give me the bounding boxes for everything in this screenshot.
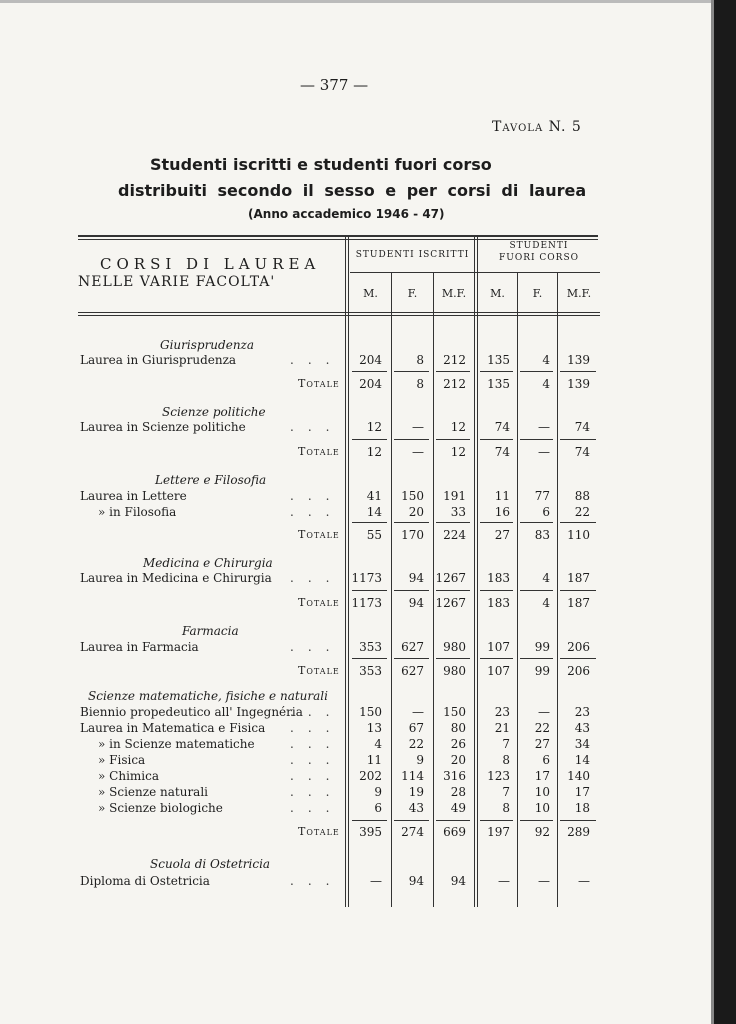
subtotal-rule [436,371,470,372]
table-cell: — [538,874,550,888]
leader-dots: ... [290,769,344,783]
table-cell: 187 [567,571,590,585]
table-cell: — [370,874,382,888]
table-cell: 627 [401,640,424,654]
subtotal-rule [560,439,596,440]
leader-dots: ... [290,640,344,654]
total-label: Totale [298,377,340,390]
table-cell: 99 [534,640,550,654]
total-label: Totale [298,528,340,541]
total-cell: 110 [567,528,590,542]
table-cell: 191 [443,489,466,503]
course-label: » in Filosofia [98,505,177,519]
table-cell: 123 [487,769,510,783]
table-cell: 49 [450,801,466,815]
table-cell: 212 [443,353,466,367]
leader-dots: ... [290,721,344,735]
table-cell: — [412,420,424,434]
leader-dots: ... [290,505,344,519]
faculty-heading: Scuola di Ostetricia [150,857,271,871]
table-cell: 88 [574,489,590,503]
table-cell: 80 [450,721,466,735]
course-label: » Scienze naturali [98,785,209,799]
table-cell: 202 [359,769,382,783]
header-bottom-rule-2 [78,315,600,316]
leader-dots: ... [290,420,344,434]
table-cell: 150 [401,489,424,503]
table-cell: 206 [567,640,590,654]
table-cell: 140 [567,769,590,783]
subtotal-rule [436,439,470,440]
table-cell: 4 [542,571,550,585]
total-cell: 4 [542,377,550,391]
subtotal-rule [480,590,513,591]
total-cell: 1173 [351,596,382,610]
table-cell: 26 [450,737,466,751]
table-cell: 22 [534,721,550,735]
column-divider [348,235,349,907]
total-label: Totale [298,664,340,677]
leader-dots: ... [290,801,344,815]
subtotal-rule [436,522,470,523]
subtotal-rule [560,658,596,659]
course-label: Laurea in Lettere [80,489,187,503]
total-cell: 395 [359,825,382,839]
leader-dots: ... [290,785,344,799]
subtotal-rule [480,658,513,659]
table-cell: — [412,705,424,719]
table-cell: 22 [574,505,590,519]
subtotal-rule [394,820,429,821]
header-group-iscritti: STUDENTI ISCRITTI [355,250,470,260]
header-corsi-line1: CORSI DI LAUREA [100,255,321,273]
subtotal-rule [436,590,470,591]
column-header: M. [363,287,378,300]
subtotal-rule [352,658,387,659]
table-cell: 1173 [351,571,382,585]
table-cell: 20 [408,505,424,519]
faculty-heading: Scienze politiche [162,405,266,419]
total-cell: 27 [494,528,510,542]
header-group-fuori-corso-2: FUORI CORSO [499,253,579,263]
subtotal-rule [520,658,553,659]
total-label: Totale [298,825,340,838]
total-cell: 212 [443,377,466,391]
total-cell: 274 [401,825,424,839]
table-top-rule-thin [78,239,598,240]
table-cell: 150 [359,705,382,719]
subtotal-rule [436,658,470,659]
total-cell: 197 [487,825,510,839]
table-cell: 77 [534,489,550,503]
table-cell: 41 [366,489,382,503]
course-label: Laurea in Giurisprudenza [80,353,237,367]
table-cell: 21 [494,721,510,735]
column-header: M.F. [566,287,592,300]
table-cell: 139 [567,353,590,367]
table-cell: 1267 [435,571,466,585]
table-cell: 14 [366,505,382,519]
leader-dots: ... [290,737,344,751]
faculty-heading: Lettere e Filosofia [155,473,267,487]
table-cell: 353 [359,640,382,654]
table-cell: 12 [450,420,466,434]
total-label: Totale [298,596,340,609]
leader-dots: ... [290,571,344,585]
table-cell: 11 [494,489,510,503]
total-cell: 74 [574,445,590,459]
table-cell: 17 [534,769,550,783]
table-cell: 4 [542,353,550,367]
scan-binding-edge [714,0,736,1024]
subtotal-rule [520,522,553,523]
table-cell: 183 [487,571,510,585]
header-group-fuori-corso-1: STUDENTI [509,241,569,251]
leader-dots: ... [290,874,344,888]
column-header: M. [490,287,505,300]
table-cell: 18 [574,801,590,815]
table-cell: 94 [408,874,424,888]
total-cell: 353 [359,664,382,678]
subtotal-rule [560,820,596,821]
table-cell: — [578,874,590,888]
course-label: Laurea in Farmacia [80,640,199,654]
table-cell: 14 [574,753,590,767]
course-label: » Chimica [98,769,159,783]
column-header: M.F. [441,287,467,300]
table-cell: 23 [574,705,590,719]
table-cell: 74 [574,420,590,434]
scan-top-edge [0,0,736,3]
total-cell: 627 [401,664,424,678]
subtotal-rule [520,439,553,440]
subtotal-rule [352,590,387,591]
subtotal-rule [352,371,387,372]
leader-dots: ... [290,705,344,719]
table-cell: 6 [542,753,550,767]
subtotal-rule [520,590,553,591]
faculty-heading: Farmacia [182,624,239,638]
total-cell: 980 [443,664,466,678]
table-cell: 20 [450,753,466,767]
course-label: » Scienze biologiche [98,801,223,815]
total-cell: 204 [359,377,382,391]
subtotal-rule [436,820,470,821]
table-cell: 316 [443,769,466,783]
table-label: Tavola N. 5 [492,119,582,135]
title-line-1: Studenti iscritti e studenti fuori corso [150,155,492,174]
total-cell: 107 [487,664,510,678]
total-cell: 99 [534,664,550,678]
table-cell: 11 [366,753,382,767]
total-cell: 669 [443,825,466,839]
table-cell: 107 [487,640,510,654]
table-cell: 7 [502,737,510,751]
table-cell: — [498,874,510,888]
total-cell: 12 [450,445,466,459]
subtotal-rule [480,371,513,372]
table-top-rule [78,235,598,237]
column-header: F. [407,287,418,300]
table-cell: 150 [443,705,466,719]
total-cell: 170 [401,528,424,542]
page-number: — 377 — [300,76,369,94]
table-cell: 43 [574,721,590,735]
total-cell: 289 [567,825,590,839]
subtotal-rule [352,522,387,523]
total-cell: 55 [366,528,382,542]
table-cell: 980 [443,640,466,654]
subtotal-rule [480,820,513,821]
subtotal-rule [480,439,513,440]
title-line-2: distribuiti secondo il sesso e per corsi di laurea [118,181,587,200]
column-divider [474,235,475,907]
table-cell: 19 [408,785,424,799]
total-cell: 12 [366,445,382,459]
total-cell: 92 [534,825,550,839]
course-label: » Fisica [98,753,146,767]
leader-dots: ... [290,753,344,767]
table-cell: 9 [374,785,382,799]
subtotal-rule [560,590,596,591]
subtotal-rule [560,371,596,372]
table-cell: 34 [574,737,590,751]
subtitle: (Anno accademico 1946 - 47) [248,207,445,221]
table-cell: 114 [401,769,424,783]
total-label: Totale [298,445,340,458]
table-cell: 12 [366,420,382,434]
subtotal-rule [352,820,387,821]
course-label: Laurea in Medicina e Chirurgia [80,571,272,585]
faculty-heading: Medicina e Chirurgia [143,556,273,570]
subtotal-rule [394,439,429,440]
course-label: Laurea in Scienze politiche [80,420,246,434]
column-divider [345,235,346,907]
table-cell: 74 [494,420,510,434]
table-cell: 43 [408,801,424,815]
header-corsi-line2: NELLE VARIE FACOLTA' [78,274,276,290]
header-bottom-rule [78,312,600,313]
table-cell: 6 [542,505,550,519]
leader-dots: ... [290,489,344,503]
table-cell: 204 [359,353,382,367]
total-cell: 206 [567,664,590,678]
subtotal-rule [520,371,553,372]
subtotal-rule [560,522,596,523]
course-label: » in Scienze matematiche [98,737,255,751]
leader-dots: ... [290,353,344,367]
total-cell: 8 [416,377,424,391]
course-label: Biennio propedeutico all' Ingegnéria [80,705,303,719]
total-cell: 1267 [435,596,466,610]
faculty-heading: Giurisprudenza [160,338,255,352]
table-cell: 8 [502,801,510,815]
table-cell: 33 [450,505,466,519]
course-label: Diploma di Ostetricia [80,874,210,888]
table-cell: 94 [408,571,424,585]
table-cell: 17 [574,785,590,799]
total-cell: 4 [542,596,550,610]
subtotal-rule [352,439,387,440]
table-cell: 7 [502,785,510,799]
total-cell: 135 [487,377,510,391]
table-cell: 10 [534,785,550,799]
subtotal-rule [394,522,429,523]
table-cell: 22 [408,737,424,751]
table-cell: — [538,705,550,719]
total-cell: 139 [567,377,590,391]
table-cell: 67 [408,721,424,735]
total-cell: 224 [443,528,466,542]
table-cell: 9 [416,753,424,767]
table-cell: 8 [416,353,424,367]
table-cell: 4 [374,737,382,751]
table-cell: 16 [494,505,510,519]
total-cell: — [538,445,550,459]
total-cell: 83 [534,528,550,542]
table-cell: 13 [366,721,382,735]
table-cell: — [538,420,550,434]
table-cell: 27 [534,737,550,751]
table-cell: 8 [502,753,510,767]
table-cell: 23 [494,705,510,719]
total-cell: 183 [487,596,510,610]
course-label: Laurea in Matematica e Fisica [80,721,266,735]
total-cell: — [412,445,424,459]
total-cell: 94 [408,596,424,610]
table-cell: 28 [450,785,466,799]
column-header: F. [532,287,543,300]
table-cell: 10 [534,801,550,815]
table-cell: 135 [487,353,510,367]
faculty-heading: Scienze matematiche, fisiche e naturali [88,689,328,703]
header-group-rule [350,272,600,273]
table-cell: 6 [374,801,382,815]
subtotal-rule [480,522,513,523]
subtotal-rule [520,820,553,821]
total-cell: 187 [567,596,590,610]
subtotal-rule [394,371,429,372]
table-cell: 94 [450,874,466,888]
subtotal-rule [394,658,429,659]
total-cell: 74 [494,445,510,459]
subtotal-rule [394,590,429,591]
